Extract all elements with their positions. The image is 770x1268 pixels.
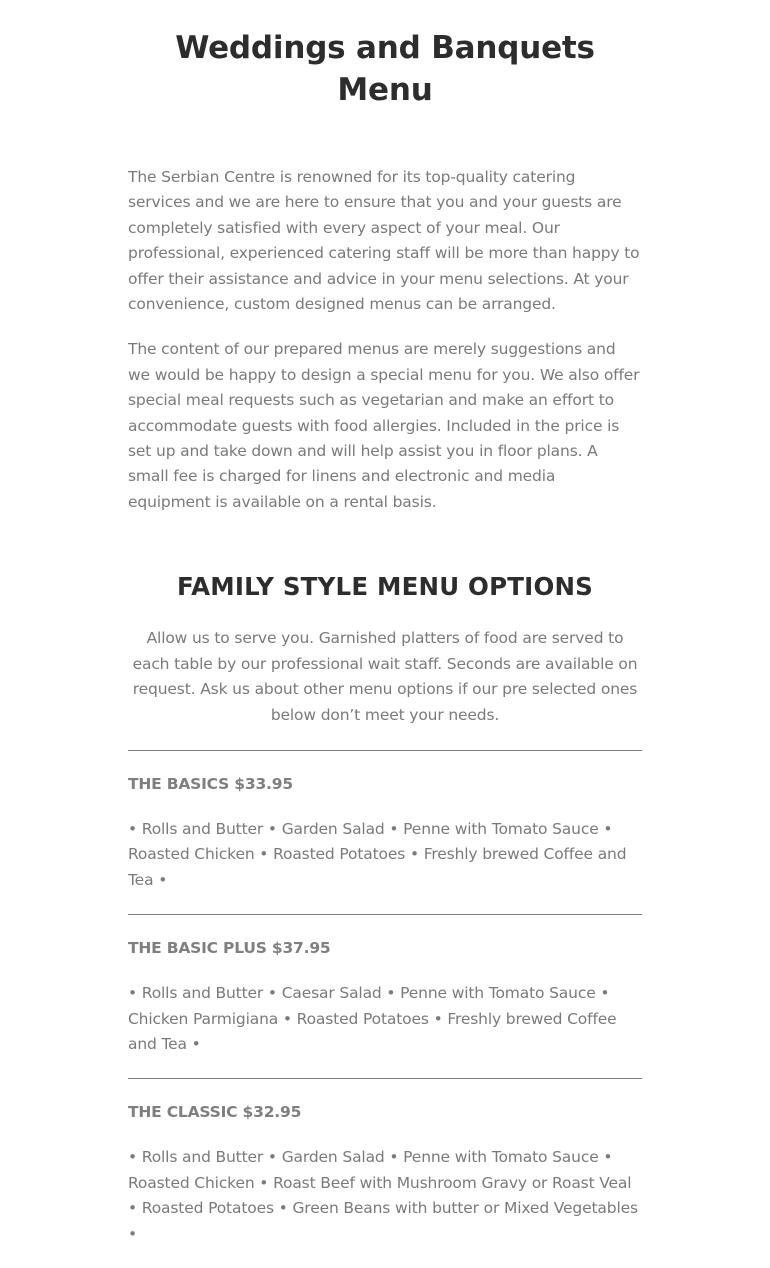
menu-option-items: • Rolls and Butter • Caesar Salad • Penne with Tomato Sauce • Chicken Parmigiana • Roasted Potatoes • Freshly brewed Coffee and Tea • <box>128 984 617 1053</box>
menu-option <box>128 914 642 1078</box>
menu-option <box>128 750 642 914</box>
section-heading: FAMILY STYLE MENU OPTIONS <box>176 572 594 602</box>
intro-paragraph: The Serbian Centre is renowned for its top-quality catering services and we are here to ensure that you and your guests are completely satisfied with every aspect of your meal. Our professional, experienced catering staff will be more than happy to offer their assistance and advice in your menu selections. At your convenience, custom designed menus can be arranged. <box>128 168 640 314</box>
page-content <box>128 0 642 1268</box>
menu-option-name: THE BASIC PLUS $37.95 <box>128 939 331 958</box>
intro-paragraph: The content of our prepared menus are merely suggestions and we would be happy to design a special menu for you. We also offer special meal requests such as vegetarian and make an effort to accommodate guests with food allergies. Included in the price is set up and take down and will help assist you in floor plans. A small fee is charged for linens and electronic and media equipment is available on a rental basis. <box>128 340 640 511</box>
menu-option-name: THE CLASSIC $32.95 <box>128 1103 302 1122</box>
page-title: Weddings and Banquets Menu <box>175 30 595 108</box>
intro-section <box>128 165 642 515</box>
menu-option-items: • Rolls and Butter • Garden Salad • Penne with Tomato Sauce • Roasted Chicken • Roast Beef with Mushroom Gravy or Roast Veal • Roasted Potatoes • Green Beans with butter or Mixed Vegetables • <box>128 1148 638 1243</box>
menu-option <box>128 1078 642 1268</box>
section-description: Allow us to serve you. Garnished platters of food are served to each table by our professional wait staff. Seconds are available on request. Ask us about other menu options if our pre selected ones below don’t meet your needs. <box>132 629 638 724</box>
menu-option-name: THE BASICS $33.95 <box>128 774 293 793</box>
menu-option-items: • Rolls and Butter • Garden Salad • Penne with Tomato Sauce • Roasted Chicken • Roasted Potatoes • Freshly brewed Coffee and Tea • <box>128 819 627 889</box>
menu-list <box>128 750 642 1268</box>
